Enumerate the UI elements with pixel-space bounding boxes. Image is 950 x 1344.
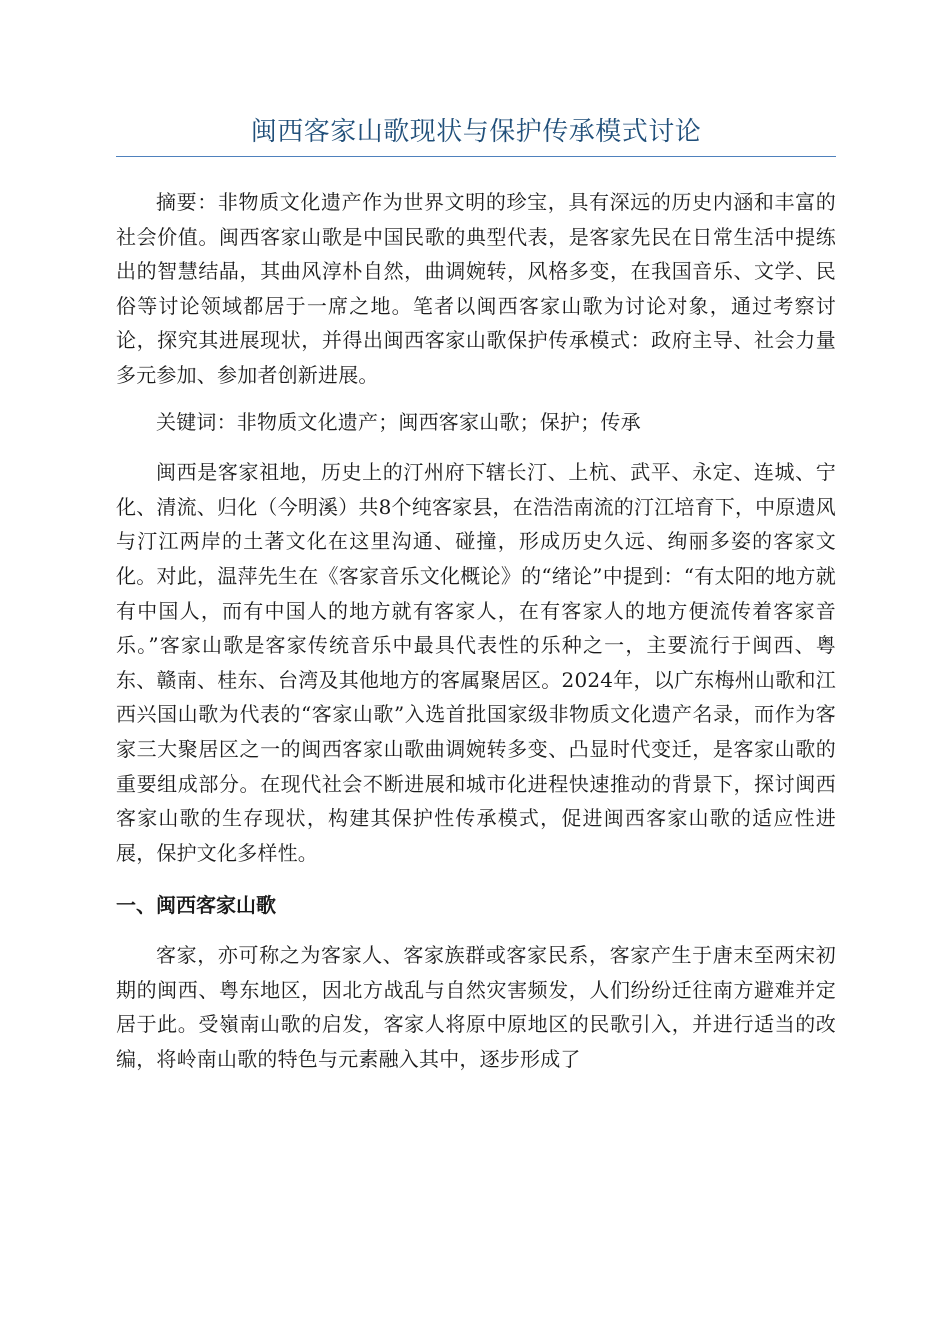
intro-paragraph: 闽西是客家祖地，历史上的汀州府下辖长汀、上杭、武平、永定、连城、宁化、清流、归化（今明溪）共8个纯客家县，在浩浩南流的汀江培育下，中原遗风与汀江两岸的土著文化在这里沟通、碰撞，形成历史久远、绚丽多姿的客家文化。对此，温萍先生在《客家音乐文化概论》的“绪论”中提到：“有太阳的地方就有中国人，而有中国人的地方就有客家人，在有客家人的地方便流传着客家音乐。”客家山歌是客家传统音乐中最具代表性的乐种之一，主要流行于闽西、粤东、赣南、桂东、台湾及其他地方的客属聚居区。2024年，以广东梅州山歌和江西兴国山歌为代表的“客家山歌”入选首批国家级非物质文化遗产名录，而作为客家三大聚居区之一的闽西客家山歌曲调婉转多变、凸显时代变迁，是客家山歌的重要组成部分。在现代社会不断进展和城市化进程快速推动的背景下，探讨闽西客家山歌的生存现状，构建其保护性传承模式，促进闽西客家山歌的适应性进展，保护文化多样性。 <box>116 460 836 865</box>
abstract-paragraph: 摘要：非物质文化遗产作为世界文明的珍宝，具有深远的历史内涵和丰富的社会价值。闽西客家山歌是中国民歌的典型代表，是客家先民在日常生活中提练出的智慧结晶，其曲风淳朴自然，曲调婉转，风格多变，在我国音乐、文学、民俗等讨论领域都居于一席之地。笔者以闽西客家山歌为讨论对象，通过考察讨论，探究其进展现状，并得出闽西客家山歌保护传承模式：政府主导、社会力量多元参加、参加者创新进展。 <box>116 190 836 387</box>
section-heading: 一、闽西客家山歌 <box>116 893 276 918</box>
document-page <box>116 112 836 1077</box>
section-paragraph: 客家，亦可称之为客家人、客家族群或客家民系，客家产生于唐末至两宋初期的闽西、粤东地区，因北方战乱与自然灾害频发，人们纷纷迁往南方避难并定居于此。受嶺南山歌的启发，客家人将原中原地区的民歌引入，并进行适当的改编，将岭南山歌的特色与元素融入其中，逐步形成了 <box>116 943 836 1072</box>
keywords-paragraph: 关键词：非物质文化遗产；闽西客家山歌；保护；传承 <box>156 409 641 434</box>
document-title: 闽西客家山歌现状与保护传承模式讨论 <box>116 112 836 157</box>
